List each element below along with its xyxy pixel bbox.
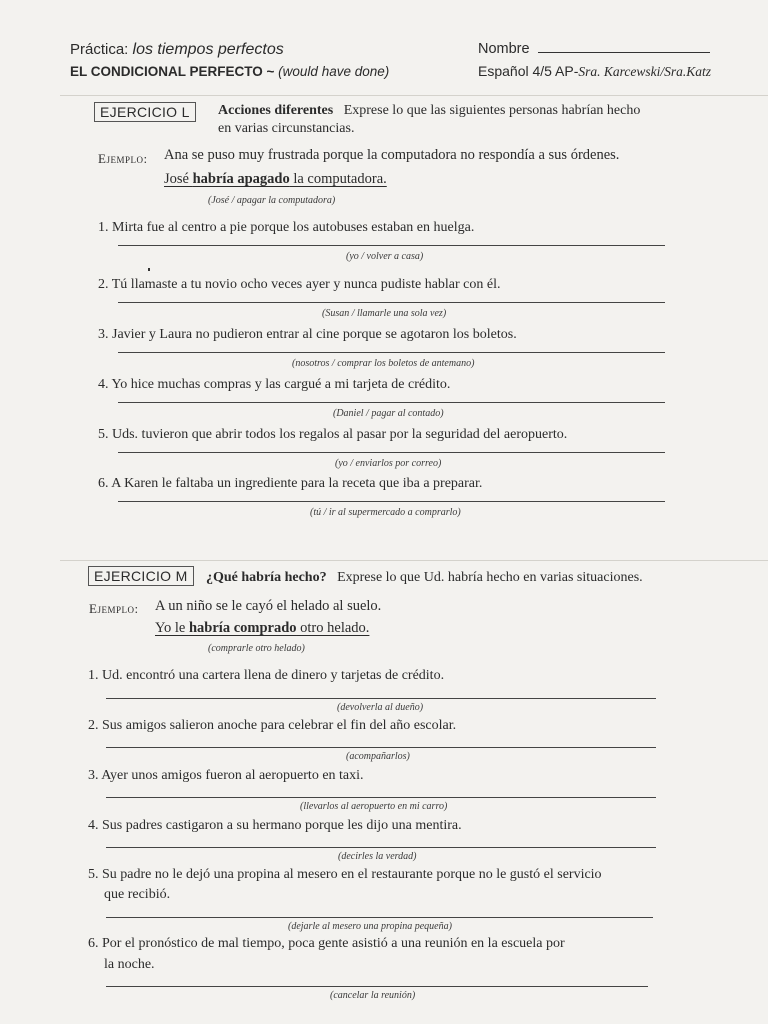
answer-line-l2[interactable] xyxy=(118,302,665,303)
ejercicio-l-item-6: 6. A Karen le faltaba un ingrediente para la receta que iba a preparar. xyxy=(98,476,483,491)
ejercicio-l-item-4: 4. Yo hice muchas compras y las cargué a mi tarjeta de crédito. xyxy=(98,377,451,392)
ejercicio-l-box: EJERCICIO L xyxy=(94,102,196,122)
ejercicio-m-hint-1: (devolverla al dueño) xyxy=(337,702,424,713)
practica-label: Práctica: xyxy=(70,41,129,58)
divider-top xyxy=(60,95,768,96)
answer-post: otro helado. xyxy=(296,620,370,636)
ejercicio-l-hint-5: (yo / enviarlos por correo) xyxy=(335,458,442,469)
answer-line-m4[interactable] xyxy=(106,847,656,848)
ejercicio-m-hint-2: (acompañarlos) xyxy=(346,751,410,762)
ejercicio-l-item-2: 2. Tú llamaste a tu novio ocho veces ayer y nunca pudiste hablar con él. xyxy=(98,277,501,292)
ejercicio-l-item-3: 3. Javier y Laura no pudieron entrar al cine porque se agotaron los boletos. xyxy=(98,327,517,342)
practica-heading xyxy=(70,41,284,59)
ejercicio-m-item-2: 2. Sus amigos salieron anoche para celebrar el fin del año escolar. xyxy=(88,718,457,733)
answer-line-m3[interactable] xyxy=(106,797,656,798)
answer-line-l5[interactable] xyxy=(118,452,665,453)
page-speck xyxy=(148,268,150,271)
ejercicio-m-box: EJERCICIO M xyxy=(88,566,194,586)
practica-title: los tiempos perfectos xyxy=(132,41,284,58)
ejercicio-m-item-6: 6. Por el pronóstico de mal tiempo, poca gente asistió a una reunión en la escuela por xyxy=(88,936,565,951)
answer-line-m5[interactable] xyxy=(106,917,653,918)
ejercicio-m-ejemplo-label: Ejemplo: xyxy=(89,601,139,616)
ejercicio-l-instructions xyxy=(218,103,640,119)
answer-line-m6[interactable] xyxy=(106,986,648,987)
condicional-heading xyxy=(70,64,389,79)
ejercicio-l-ejemplo-answer xyxy=(164,171,387,188)
answer-line-l6[interactable] xyxy=(118,501,665,502)
ejercicio-l-item-5: 5. Uds. tuvieron que abrir todos los regalos al pasar por la seguridad del aeropuerto. xyxy=(98,427,568,442)
ejercicio-l-item-1: 1. Mirta fue al centro a pie porque los autobuses estaban en huelga. xyxy=(98,220,475,235)
ejercicio-m-item-6-cont: la noche. xyxy=(104,957,155,972)
ejercicio-m-hint-6: (cancelar la reunión) xyxy=(330,990,416,1001)
answer-pre: José xyxy=(164,171,193,187)
ejercicio-l-instr-2: en varias circunstancias. xyxy=(218,121,355,136)
divider-middle xyxy=(60,560,768,561)
ejercicio-l-title: Acciones diferentes xyxy=(218,103,334,118)
ejercicio-m-item-4: 4. Sus padres castigaron a su hermano porque les dijo una mentira. xyxy=(88,818,462,833)
answer-line-l4[interactable] xyxy=(118,402,665,403)
answer-bold: habría comprado xyxy=(188,620,297,636)
ejercicio-m-ejemplo-answer xyxy=(155,620,369,637)
ejercicio-l-hint-1: (yo / volver a casa) xyxy=(346,251,424,262)
ejercicio-m-instructions xyxy=(206,570,643,586)
ejercicio-m-ejemplo-hint: (comprarle otro helado) xyxy=(208,643,305,654)
nombre-label: Nombre xyxy=(478,41,530,57)
answer-line-m1[interactable] xyxy=(106,698,656,699)
answer-line-l1[interactable] xyxy=(118,245,665,246)
ejercicio-l-instr-1: Exprese lo que las siguientes personas habrían hecho xyxy=(343,103,641,118)
ejercicio-m-item-5: 5. Su padre no le dejó una propina al mesero en el restaurante porque no le gustó el servicio xyxy=(88,867,602,882)
condicional-label: EL CONDICIONAL PERFECTO ~ xyxy=(70,64,275,79)
condicional-gloss: (would have done) xyxy=(278,64,390,79)
course-info xyxy=(478,63,711,80)
answer-pre: Yo le xyxy=(155,620,189,636)
ejercicio-m-title: ¿Qué habría hecho? xyxy=(206,570,327,585)
ejercicio-l-hint-3: (nosotros / comprar los boletos de antemano) xyxy=(292,358,475,369)
ejercicio-m-hint-3: (llevarlos al aeropuerto en mi carro) xyxy=(300,801,448,812)
nombre-blank[interactable] xyxy=(538,40,710,53)
ejercicio-m-ejemplo-text: A un niño se le cayó el helado al suelo. xyxy=(155,598,382,614)
answer-line-m2[interactable] xyxy=(106,747,656,748)
ejercicio-l-ejemplo-hint: (José / apagar la computadora) xyxy=(208,195,336,206)
ejercicio-l-ejemplo-text: Ana se puso muy frustrada porque la computadora no respondía a sus órdenes. xyxy=(164,147,620,163)
ejercicio-m-hint-4: (decirles la verdad) xyxy=(338,851,417,862)
ejercicio-l-hint-2: (Susan / llamarle una sola vez) xyxy=(322,308,447,319)
teachers-label: Sra. Karcewski/Sra.Katz xyxy=(578,64,712,79)
answer-bold: habría apagado xyxy=(192,171,290,187)
ejercicio-m-instr-1: Exprese lo que Ud. habría hecho en varias situaciones. xyxy=(337,570,643,585)
nombre-field xyxy=(478,40,710,57)
answer-line-l3[interactable] xyxy=(118,352,665,353)
answer-post: la computadora. xyxy=(289,171,387,187)
ejercicio-l-hint-6: (tú / ir al supermercado a comprarlo) xyxy=(310,507,461,518)
ejercicio-m-item-5-cont: que recibió. xyxy=(104,887,171,902)
ejercicio-m-item-3: 3. Ayer unos amigos fueron al aeropuerto en taxi. xyxy=(88,768,364,783)
course-label: Español 4/5 AP- xyxy=(478,63,579,79)
ejercicio-m-hint-5: (dejarle al mesero una propina pequeña) xyxy=(288,921,452,932)
ejercicio-l-hint-4: (Daniel / pagar al contado) xyxy=(333,408,444,419)
ejercicio-m-item-1: 1. Ud. encontró una cartera llena de dinero y tarjetas de crédito. xyxy=(88,668,445,683)
ejercicio-l-ejemplo-label: Ejemplo: xyxy=(98,151,148,166)
